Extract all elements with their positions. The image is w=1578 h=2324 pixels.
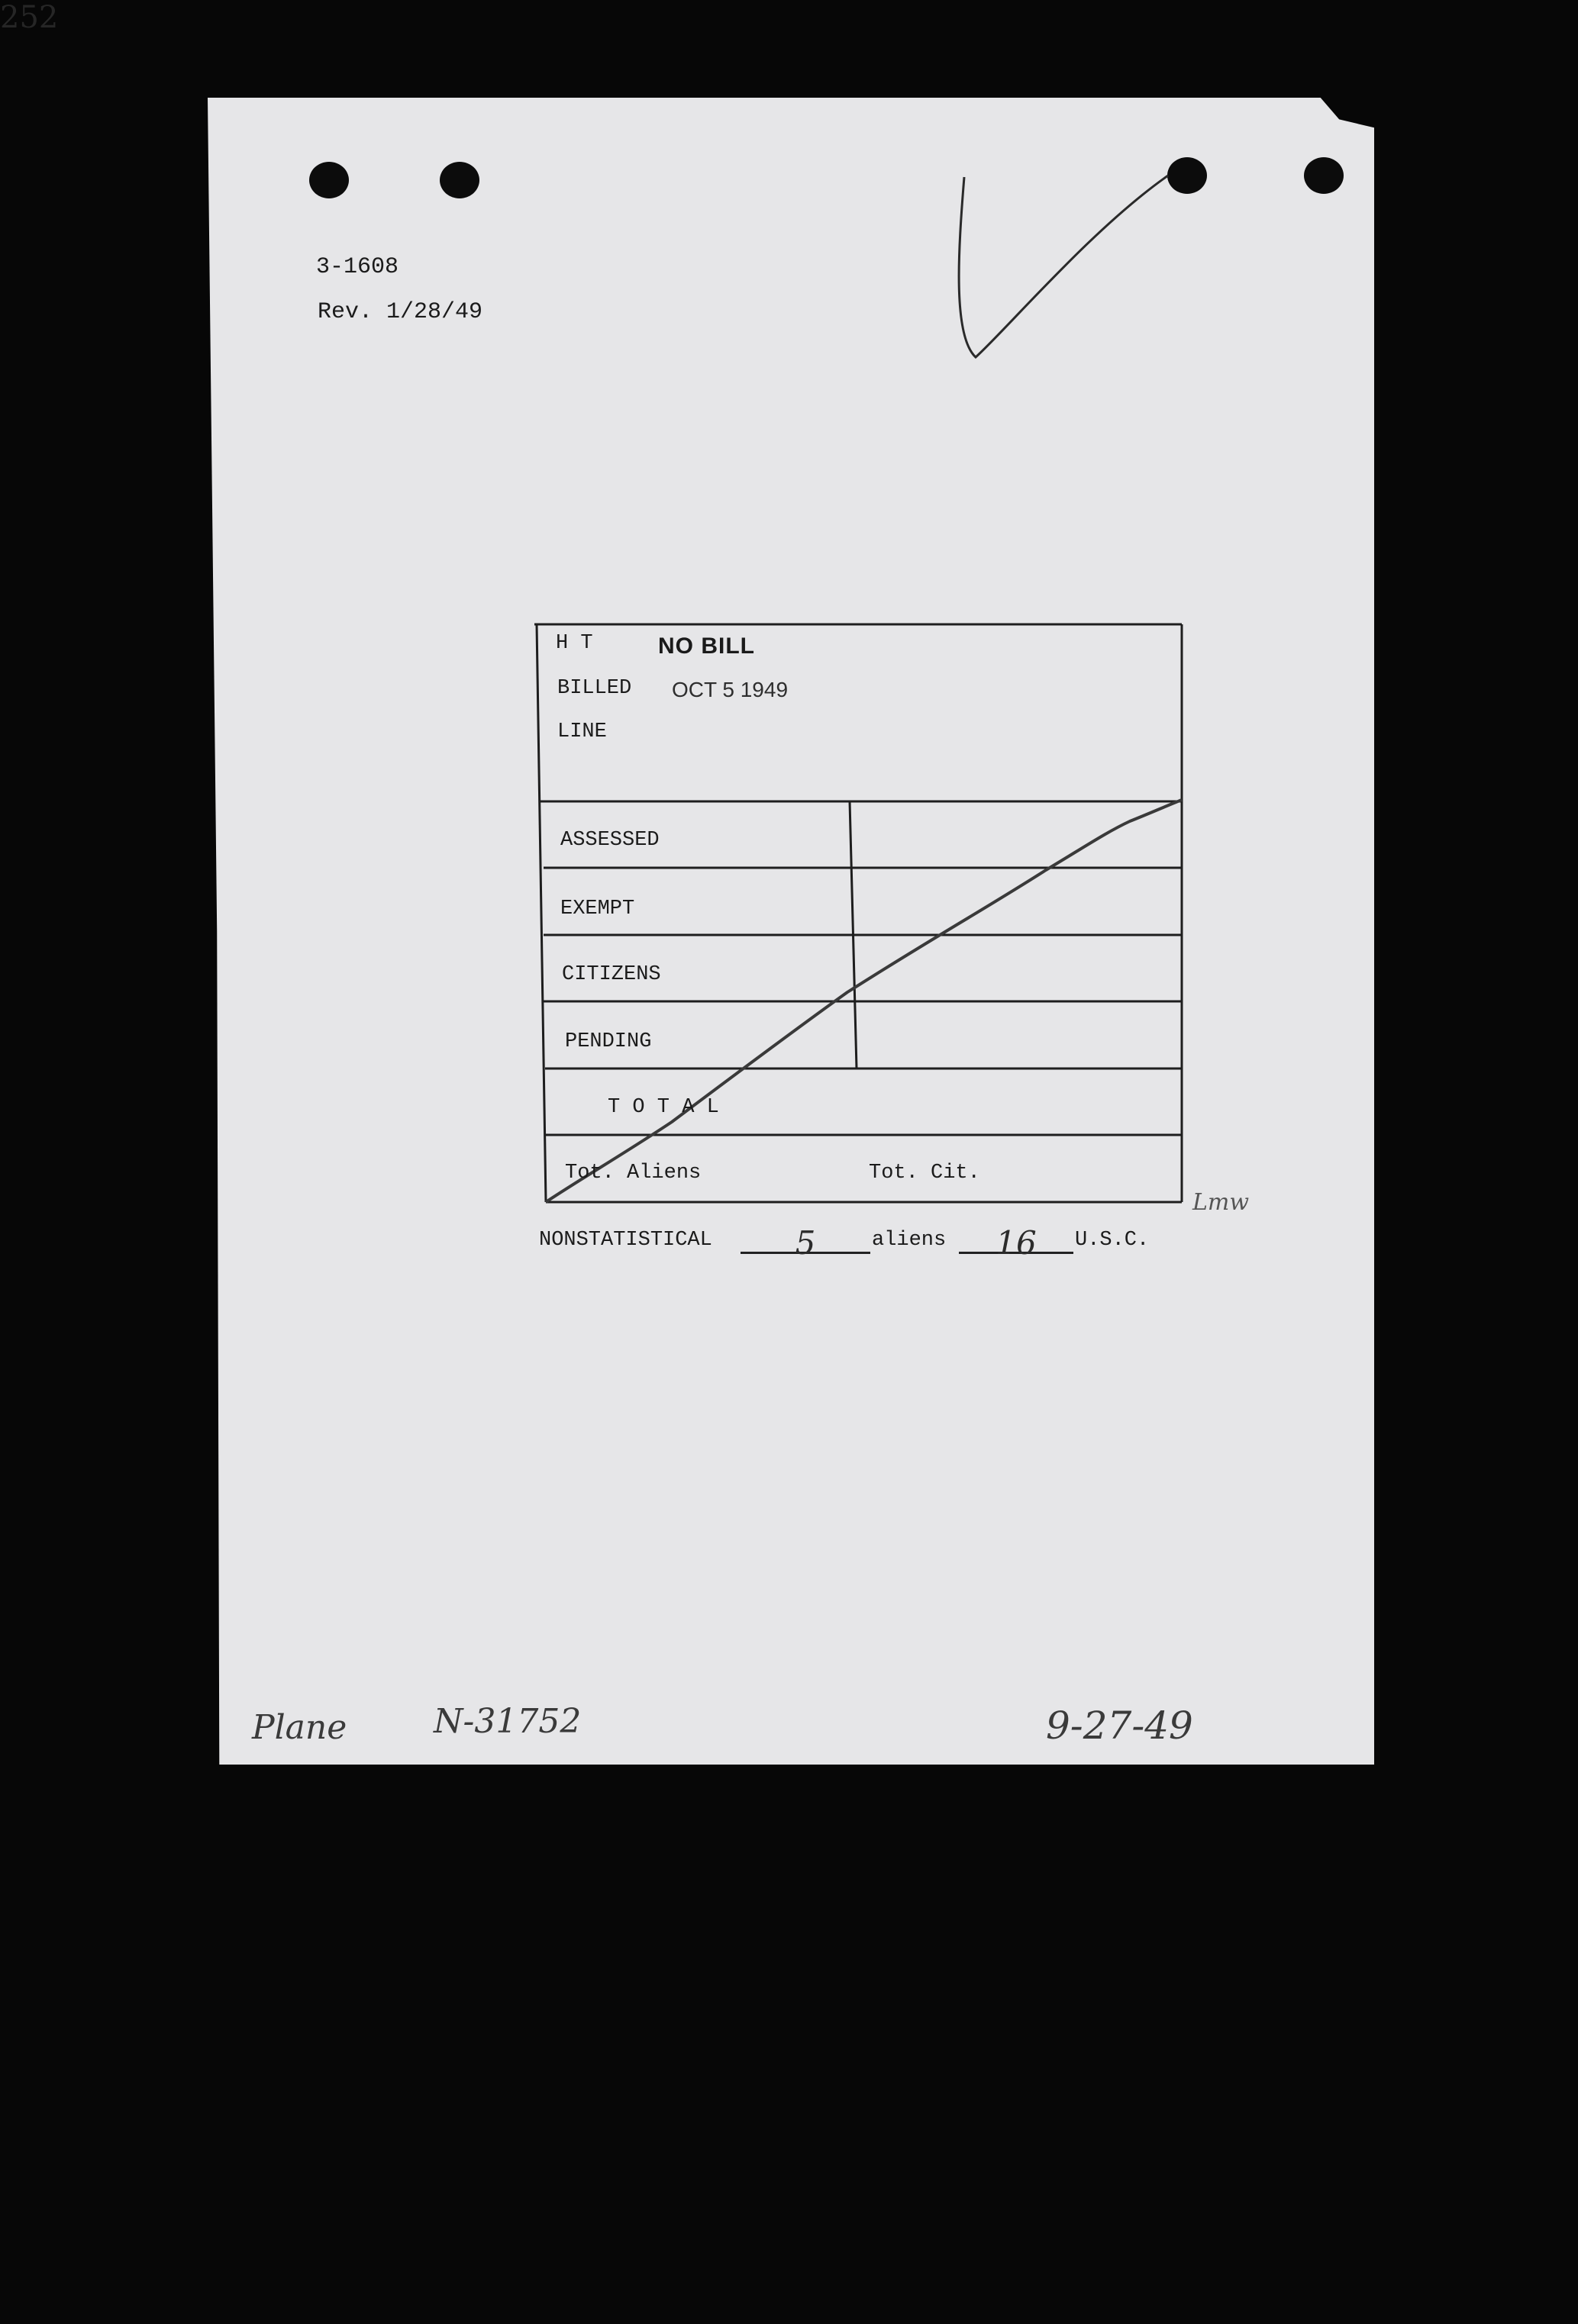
tot-cit-label: Tot. Cit. (869, 1162, 980, 1185)
row-exempt-label: EXEMPT (560, 898, 635, 920)
punch-hole (309, 162, 349, 198)
punch-hole (440, 162, 479, 198)
row-assessed-label: ASSESSED (560, 829, 660, 852)
tot-aliens-label: Tot. Aliens (565, 1162, 702, 1185)
usc-label: U.S.C. (1075, 1229, 1150, 1252)
punch-hole (1304, 157, 1344, 194)
date-stamp: OCT 5 1949 (672, 678, 789, 701)
row-pending-label: PENDING (565, 1030, 652, 1053)
usc-count-field (959, 1220, 1073, 1262)
punch-hole (1167, 157, 1207, 194)
nonstatistical-label: NONSTATISTICAL (539, 1229, 712, 1252)
revision-date: Rev. 1/28/49 (318, 299, 483, 325)
aliens-count-field (741, 1220, 870, 1262)
aliens-count: 5 (795, 1224, 816, 1262)
usc-count: 16 (996, 1224, 1037, 1262)
form-number: 3-1608 (316, 254, 399, 280)
aliens-label: aliens (872, 1229, 947, 1252)
line-label: LINE (557, 720, 607, 743)
handwritten-plane-label: Plane (252, 1708, 347, 1747)
handwritten-initials: Lmw (1192, 1189, 1250, 1216)
no-bill-stamp: NO BILL (658, 633, 755, 659)
handwritten-date: 9-27-49 (1046, 1704, 1193, 1748)
page-number: 252 (0, 0, 59, 35)
billed-label: BILLED (557, 677, 632, 700)
ht-label: H T (556, 632, 593, 655)
document-page (208, 98, 1374, 1765)
handwritten-plane-number: N-31752 (434, 1702, 582, 1741)
total-label: T O T A L (608, 1096, 719, 1119)
row-citizens-label: CITIZENS (562, 963, 661, 986)
